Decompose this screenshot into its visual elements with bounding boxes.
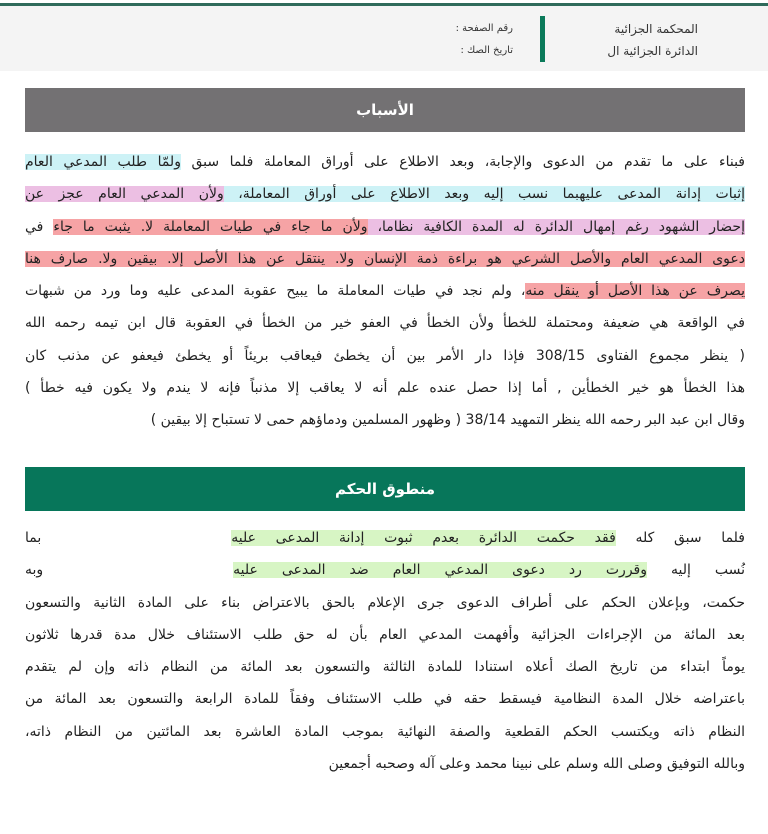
text-segment: وبالله التوفيق وصلى الله وسلم على نبينا محمد وعلى آله وصحبه أجمعين xyxy=(328,756,745,773)
text-segment: النظام ذاته ويكتسب الحكم القطعية والصفة النهائية بموجب المادة العاشرة بعد المائتين من النظام ذاته، xyxy=(25,723,745,740)
text-line xyxy=(25,243,745,275)
reasons-paragraph xyxy=(25,146,745,437)
text-line xyxy=(25,683,745,715)
text-segment: باعتراضه خلال المدة النظامية فيسقط حقه في طلب الاستئناف وفقاً للمادة الرابعة والتسعون بعد المائة من xyxy=(25,691,745,708)
text-segment: نُسب إليه xyxy=(647,562,745,579)
highlighted-text: بما نسب إليه وبعد الاطلاع على أوراق المعاملة، xyxy=(223,186,580,203)
text-line xyxy=(25,275,745,307)
highlighted-text: ولأن المدعي العام عجز عن xyxy=(25,186,224,203)
highlighted-text: ولأن ما جاء في طيات المعاملة لا. يثبت ما جاء xyxy=(53,218,368,235)
text-line xyxy=(25,307,745,339)
court-info xyxy=(607,18,698,62)
text-line xyxy=(25,404,745,436)
text-line xyxy=(25,587,745,619)
text-segment: بما xyxy=(25,530,42,546)
highlighted-text: إثبات إدانة المدعى عليه xyxy=(579,186,745,203)
highlighted-text: إحضار الشهود رغم إمهال الدائرة له المدة الكافية نظاما، xyxy=(367,218,745,235)
circuit-name: الدائرة الجزائية ال xyxy=(607,44,698,58)
document-header xyxy=(0,6,768,71)
highlighted-text: وقررت رد دعوى المدعي العام ضد المدعى عليه xyxy=(233,562,647,579)
highlighted-text: ولمّا طلب المدعي العام xyxy=(25,154,181,170)
highlighted-text: فقد حكمت الدائرة بعدم ثبوت إدانة المدعى عليه xyxy=(231,530,616,546)
text-segment: ( ينظر مجموع الفتاوى 308/15 فإذا دار الأمر بين أن يخطئ فيعاقب بريئاً أو يخطئ فيعفو عن مذنب كان xyxy=(25,347,745,364)
text-line xyxy=(25,619,745,651)
text-segment: فبناء على ما تقدم من الدعوى والإجابة، وبعد الاطلاع على أوراق المعاملة فلما سبق xyxy=(180,154,745,170)
text-line xyxy=(25,146,745,178)
text-segment: في xyxy=(25,218,54,235)
text-segment: يوماً ابتداء من تاريخ الصك أعلاه استنادا للمادة الثالثة والتسعون بعد المائة من النظام ذاته وإن لم يتقدم xyxy=(25,659,745,676)
page-number-label: رقم الصفحة : xyxy=(455,23,513,34)
verdict-paragraph xyxy=(25,522,745,780)
text-segment: وبه xyxy=(25,562,44,579)
text-line xyxy=(25,554,745,586)
text-segment: بعد المائة من الإجراءات الجزائية وأفهمت المدعي العام بأن له حق طلب الاستئناف خلال مدة قدرها ثلاثون xyxy=(25,626,745,643)
deed-meta xyxy=(456,18,513,62)
court-name: المحكمة الجزائية xyxy=(614,22,698,36)
highlighted-text: دعوى المدعي العام والأصل الشرعي هو براءة ذمة الإنسان ولا. ينتقل عن هذا الأصل إلا. بيقين ولا. صارف هنا xyxy=(25,250,745,267)
text-segment: وقال ابن عبد البر رحمه الله ينظر التمهيد 38/14 ( وظهور المسلمين ودماؤهم حمى لا تستباح إلا بيقين ) xyxy=(150,412,745,429)
header-accent-bar xyxy=(540,16,545,62)
verdict-section-title: منطوق الحكم xyxy=(25,467,745,511)
text-segment: فلما سبق كله xyxy=(615,530,745,546)
text-line xyxy=(25,340,745,372)
highlighted-text: يصرف عن هذا الأصل أو ينقل منه xyxy=(525,283,745,300)
reasons-section-title: الأسباب xyxy=(25,88,745,132)
text-segment: ، ولم نجد في طيات المعاملة ما يبيح عقوبة المدعى عليه وما ورد من شبهات xyxy=(25,283,526,300)
text-line xyxy=(25,748,745,780)
deed-date-label: تاريخ الصك : xyxy=(460,45,513,56)
text-line xyxy=(25,211,745,243)
text-line xyxy=(25,651,745,683)
text-line xyxy=(25,522,745,554)
text-segment: في الواقعة هي ضعيفة ومحتملة للخطأ ولأن الخطأ في العفو خير من الخطأ في العقوبة قال ابن تيمه رحمه الله xyxy=(25,315,745,332)
text-segment: حكمت، وبإعلان الحكم على أطراف الدعوى جرى الإعلام بالحق بالاعتراض بناء على المادة الثانية والتسعون xyxy=(25,594,745,611)
text-line xyxy=(25,372,745,404)
text-line xyxy=(25,178,745,210)
text-segment: هذا الخطأ هو خير الخطأين , أما إذا حصل عنده علم أنه لا يعاقب إلا مذنباً فإنه لا يندم ولا يكون فيه خطأ ) xyxy=(25,380,745,397)
text-line xyxy=(25,716,745,748)
